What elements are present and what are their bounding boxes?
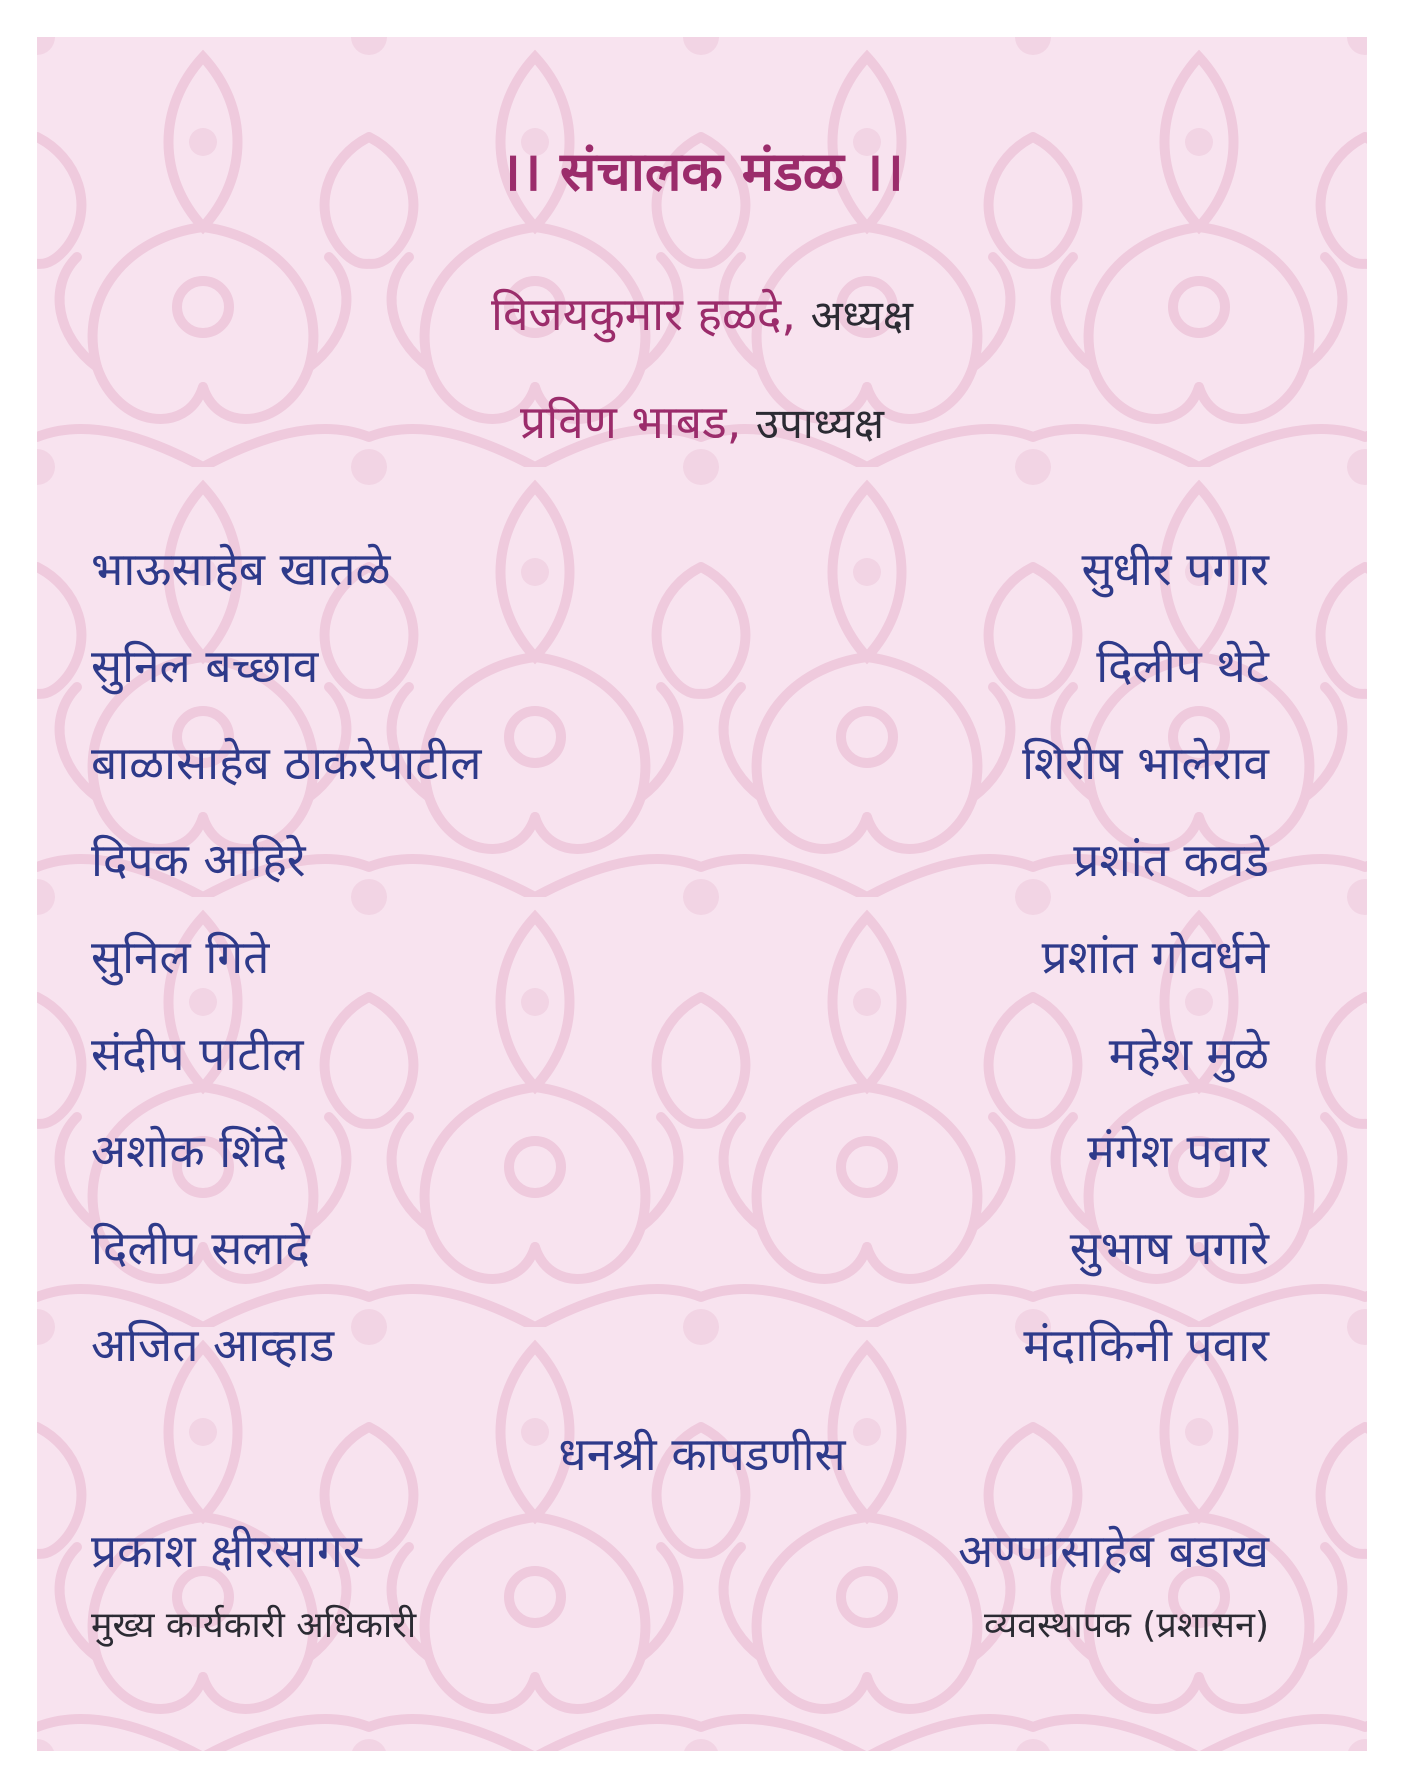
president-line [37,287,1367,342]
member-name-left: अशोक शिंदे [91,1124,287,1178]
manager-role: व्यवस्थापक (प्रशासन) [983,1605,1269,1646]
member-name-left: बाळासाहेब ठाकरेपाटील [91,736,482,790]
separator: , [781,287,796,341]
member-name-left: दिपक आहिरे [91,833,306,887]
separator: , [726,395,742,449]
member-name-right: सुधीर पगार [1081,542,1269,596]
member-name-right: प्रशांत कवडे [1073,833,1269,887]
member-name-left: सुनिल गिते [91,930,270,984]
member-name-left: भाऊसाहेब खातळे [91,542,391,596]
member-name-center: धनश्री कापडणीस [558,1427,846,1481]
member-name-left: सुनिल बच्छाव [91,639,319,693]
member-name-right: प्रशांत गोवर्धने [1041,930,1269,984]
member-name-left: अजित आव्हाड [91,1318,335,1372]
member-name-right: महेश मुळे [1108,1027,1269,1081]
ceo-name: प्रकाश क्षीरसागर [91,1524,362,1578]
president-role: अध्यक्ष [810,291,913,340]
ceo-role: मुख्य कार्यकारी अधिकारी [91,1605,417,1646]
president-name: विजयकुमार हळदे [491,287,782,341]
page-title: ।। संचालक मंडळ ।। [500,139,904,203]
vice-president-line [37,395,1367,450]
vice-president-role: उपाध्यक्ष [755,399,884,448]
member-name-right: मंदाकिनी पवार [1023,1318,1269,1372]
member-name-left: संदीप पाटील [91,1027,304,1081]
vice-president-name: प्रविण भाबड [520,395,727,449]
member-name-right: दिलीप थेटे [1096,639,1269,693]
member-name-right: शिरीष भालेराव [1022,736,1269,790]
member-name-right: मंगेश पवार [1087,1124,1269,1178]
board-of-directors-page [37,37,1367,1751]
member-name-left: दिलीप सलादे [91,1221,310,1275]
member-name-right: सुभाष पगारे [1069,1221,1269,1275]
manager-name: अण्णासाहेब बडाख [958,1524,1269,1578]
